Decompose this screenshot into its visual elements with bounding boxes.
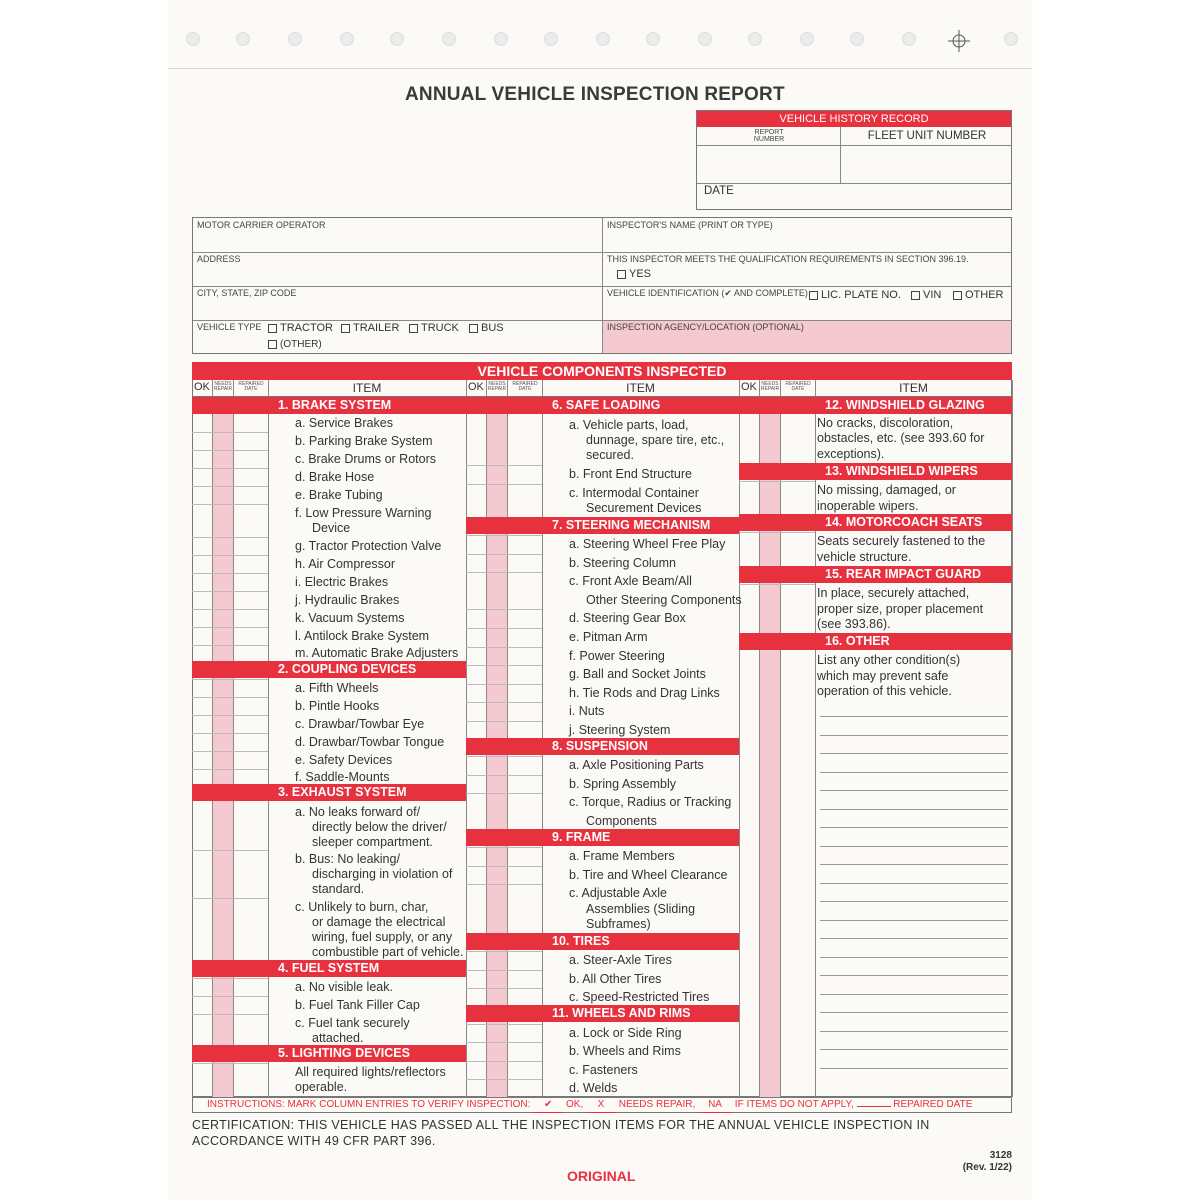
- history-record-header: VEHICLE HISTORY RECORD: [697, 111, 1011, 127]
- check-row-line: [739, 532, 815, 533]
- inspection-item: b. Parking Brake System: [295, 434, 433, 448]
- history-date-label: DATE: [704, 185, 734, 197]
- section-header-s2: 2. COUPLING DEVICES: [192, 661, 466, 678]
- instructions-na: IF ITEMS DO NOT APPLY,: [734, 1099, 854, 1110]
- inspection-item: vehicle structure.: [817, 550, 912, 564]
- punch-hole: [850, 32, 864, 46]
- inspection-item: d. Steering Gear Box: [569, 611, 686, 625]
- section-header-s9: 9. FRAME: [466, 829, 739, 846]
- repaired-date-column-header: REPAIRED DATE: [785, 381, 811, 392]
- section-header-s4: 4. FUEL SYSTEM: [192, 960, 466, 977]
- check-row-line: [466, 665, 542, 666]
- bus-label: BUS: [481, 322, 504, 334]
- inspection-item: b. Tire and Wheel Clearance: [569, 868, 728, 882]
- section-header-s10: 10. TIRES: [466, 933, 739, 950]
- inspection-item: a. Service Brakes: [295, 416, 393, 430]
- column-divider: [1012, 380, 1013, 1097]
- inspection-item: or damage the electrical: [312, 915, 446, 929]
- instructions-ok: OK,: [565, 1099, 584, 1110]
- inspection-item: Securement Devices: [586, 501, 702, 515]
- inspection-item: attached.: [312, 1031, 364, 1045]
- inspection-item: b. Front End Structure: [569, 467, 692, 481]
- inspection-item: b. Fuel Tank Filler Cap: [295, 998, 420, 1012]
- check-row-line: [466, 1042, 542, 1043]
- inspection-item: dunnage, spare tire, etc.,: [586, 433, 725, 447]
- inspection-item: c. Fasteners: [569, 1063, 638, 1077]
- check-row-line: [192, 537, 268, 538]
- check-row-line: [192, 627, 268, 628]
- column-divider: [780, 380, 781, 1097]
- inspection-item: standard.: [312, 882, 365, 896]
- check-row-line: [192, 591, 268, 592]
- section-header-s7: 7. STEERING MECHANISM: [466, 517, 739, 534]
- check-row-line: [192, 715, 268, 716]
- inspection-item: proper size, proper placement: [817, 602, 984, 616]
- check-row-line: [466, 702, 542, 703]
- check-row-line: [192, 450, 268, 451]
- inspection-item: Seats securely fastened to the: [817, 534, 986, 548]
- punch-hole: [748, 32, 762, 46]
- ok-column-header: OK: [741, 381, 757, 393]
- check-row-line: [192, 679, 268, 680]
- punch-hole: [544, 32, 558, 46]
- inspection-item: c. Adjustable Axle: [569, 886, 667, 900]
- inspection-item: j. Hydraulic Brakes: [295, 593, 400, 607]
- write-in-line[interactable]: [820, 716, 1008, 717]
- inspection-item: j. Steering System: [569, 723, 671, 737]
- column-divider: [759, 380, 760, 1097]
- punch-hole: [596, 32, 610, 46]
- truck-label: TRUCK: [421, 322, 459, 334]
- inspection-item: a. No leaks forward of/: [295, 805, 421, 819]
- check-row-line: [192, 733, 268, 734]
- check-row-line: [192, 769, 268, 770]
- punch-hole: [340, 32, 354, 46]
- check-row-line: [192, 996, 268, 997]
- inspection-item: All required lights/reflectors: [295, 1065, 446, 1079]
- vehicle-identification-label: VEHICLE IDENTIFICATION (✔ AND COMPLETE): [607, 288, 808, 298]
- check-row-line: [466, 775, 542, 776]
- inspection-item: c. Drawbar/Towbar Eye: [295, 717, 425, 731]
- inspection-item: Device: [312, 521, 351, 535]
- inspection-item: discharging in violation of: [312, 867, 453, 881]
- check-row-line: [192, 432, 268, 433]
- write-in-line[interactable]: [820, 901, 1008, 902]
- check-row-line: [466, 951, 542, 952]
- write-in-line[interactable]: [820, 1031, 1008, 1032]
- check-row-line: [192, 898, 268, 899]
- check-row-line: [739, 584, 815, 585]
- tractor-label: TRACTOR: [280, 322, 333, 334]
- needs-repair-column-header: NEEDS REPAIR: [487, 381, 507, 392]
- inspection-item: b. Wheels and Rims: [569, 1044, 681, 1058]
- write-in-line[interactable]: [820, 772, 1008, 773]
- inspection-item: f. Low Pressure Warning: [295, 506, 432, 520]
- check-row-line: [466, 847, 542, 848]
- inspection-item: No missing, damaged, or: [817, 483, 956, 497]
- inspection-item: e. Brake Tubing: [295, 488, 383, 502]
- check-row-line: [466, 554, 542, 555]
- form-number-block: [950, 1150, 1012, 1174]
- na-mark-example: NA: [698, 1098, 732, 1113]
- check-row-line: [466, 970, 542, 971]
- inspection-item: a. Vehicle parts, load,: [569, 418, 689, 432]
- tractor-checkbox[interactable]: [268, 322, 333, 334]
- inspection-item: d. Welds: [569, 1081, 618, 1095]
- inspection-item: a. Fifth Wheels: [295, 681, 379, 695]
- check-row-line: [466, 1061, 542, 1062]
- section-header-s3: 3. EXHAUST SYSTEM: [192, 784, 466, 801]
- inspection-item: which may prevent safe: [817, 669, 949, 683]
- instructions-label: INSTRUCTIONS: MARK COLUMN ENTRIES TO VERIFY INSPECTION:: [207, 1099, 531, 1110]
- check-row-line: [466, 884, 542, 885]
- inspection-item: exceptions).: [817, 447, 885, 461]
- check-row-line: [466, 628, 542, 629]
- needs-repair-column: [759, 396, 780, 1097]
- copy-label: ORIGINAL: [567, 1168, 636, 1184]
- write-in-line[interactable]: [820, 864, 1008, 865]
- write-in-line[interactable]: [820, 1049, 1008, 1050]
- check-row-line: [466, 1079, 542, 1080]
- check-row-line: [466, 647, 542, 648]
- ok-column-header: OK: [468, 381, 484, 393]
- inspection-item: g. Ball and Socket Joints: [569, 667, 706, 681]
- inspection-item: (see 393.86).: [817, 617, 891, 631]
- inspection-item: f. Saddle-Mounts: [295, 770, 390, 784]
- punch-hole: [390, 32, 404, 46]
- check-row-line: [192, 573, 268, 574]
- inspection-item: Assemblies (Sliding: [586, 902, 696, 916]
- write-in-line[interactable]: [820, 975, 1008, 976]
- inspection-item: Components: [586, 814, 657, 828]
- inspection-item: g. Tractor Protection Valve: [295, 539, 442, 553]
- write-in-line[interactable]: [820, 957, 1008, 958]
- check-row-line: [466, 535, 542, 536]
- check-row-line: [466, 793, 542, 794]
- inspection-item: operation of this vehicle.: [817, 684, 952, 698]
- page-title: ANNUAL VEHICLE INSPECTION REPORT: [405, 84, 785, 105]
- trailer-label: TRAILER: [353, 322, 400, 334]
- item-column-header: ITEM: [352, 381, 382, 395]
- perforation-line: [168, 68, 1032, 69]
- inspection-item: a. Frame Members: [569, 849, 675, 863]
- inspection-item: d. Brake Hose: [295, 470, 375, 484]
- write-in-line[interactable]: [820, 1068, 1008, 1069]
- inspection-item: b. Spring Assembly: [569, 777, 676, 791]
- inspection-item: c. Torque, Radius or Tracking: [569, 795, 732, 809]
- inspection-item: c. Intermodal Container: [569, 486, 699, 500]
- inspection-item: a. Axle Positioning Parts: [569, 758, 704, 772]
- inspection-item: b. All Other Tires: [569, 972, 662, 986]
- section-header-s5: 5. LIGHTING DEVICES: [192, 1045, 466, 1062]
- write-in-line[interactable]: [820, 938, 1008, 939]
- inspection-item: c. Brake Drums or Rotors: [295, 452, 437, 466]
- inspection-item: List any other condition(s): [817, 653, 961, 667]
- inspection-item: directly below the driver/: [312, 820, 447, 834]
- punch-hole: [902, 32, 916, 46]
- punch-hole: [288, 32, 302, 46]
- trailer-checkbox[interactable]: [341, 322, 399, 334]
- inspection-item: inoperable wipers.: [817, 499, 919, 513]
- inspection-item: obstacles, etc. (see 393.60 for: [817, 431, 985, 445]
- repaired-date-column-header: REPAIRED DATE: [238, 381, 264, 392]
- check-row-line: [192, 751, 268, 752]
- other-type-label: (OTHER): [280, 339, 322, 350]
- inspection-item: k. Vacuum Systems: [295, 611, 405, 625]
- check-row-line: [192, 1014, 268, 1015]
- punch-hole: [1004, 32, 1018, 46]
- qualification-yes-checkbox[interactable]: [617, 268, 651, 280]
- punch-hole: [236, 32, 250, 46]
- check-row-line: [466, 465, 542, 466]
- section-header-s16: 16. OTHER: [739, 633, 1012, 650]
- instructions-row: [192, 1097, 1012, 1113]
- motor-carrier-label: MOTOR CARRIER OPERATOR: [197, 220, 326, 230]
- other-type-checkbox[interactable]: [268, 339, 322, 350]
- inspection-item: In place, securely attached,: [817, 586, 970, 600]
- inspection-item: m. Automatic Brake Adjusters: [295, 646, 459, 660]
- column-divider: [739, 380, 740, 1097]
- check-row-line: [466, 866, 542, 867]
- check-row-line: [466, 684, 542, 685]
- check-row-line: [466, 484, 542, 485]
- ok-column-header: OK: [194, 381, 210, 393]
- check-row-line: [466, 756, 542, 757]
- needs-repair-column: [212, 396, 233, 1097]
- punch-hole: [698, 32, 712, 46]
- punch-hole: [800, 32, 814, 46]
- report-number-label: REPORT NUMBER: [753, 129, 785, 143]
- other-id-checkbox[interactable]: [953, 289, 1004, 301]
- check-row-line: [192, 697, 268, 698]
- section-header-s6: 6. SAFE LOADING: [466, 397, 739, 414]
- inspection-item: Subframes): [586, 917, 651, 931]
- registration-mark-icon: [948, 30, 970, 52]
- inspection-item: c. Speed-Restricted Tires: [569, 990, 710, 1004]
- punch-hole: [442, 32, 456, 46]
- check-row-line: [192, 850, 268, 851]
- inspection-item: b. Bus: No leaking/: [295, 852, 400, 866]
- bus-checkbox[interactable]: [469, 322, 504, 334]
- instructions-needs-repair: NEEDS REPAIR,: [618, 1099, 696, 1110]
- inspection-item: wiring, fuel supply, or any: [312, 930, 453, 944]
- carrier-info-box: [192, 217, 1012, 354]
- punch-hole: [646, 32, 660, 46]
- section-header-s14: 14. MOTORCOACH SEATS: [739, 514, 1012, 531]
- city-state-zip-label: CITY, STATE, ZIP CODE: [197, 288, 297, 298]
- inspection-item: e. Pitman Arm: [569, 630, 648, 644]
- ok-mark-example: ✔: [533, 1098, 563, 1113]
- inspection-item: c. Front Axle Beam/All: [569, 574, 692, 588]
- write-in-line[interactable]: [820, 920, 1008, 921]
- needs-repair-column-header: NEEDS REPAIR: [213, 381, 233, 392]
- section-header-s8: 8. SUSPENSION: [466, 738, 739, 755]
- vehicle-type-label: VEHICLE TYPE: [197, 322, 262, 332]
- inspection-item: operable.: [295, 1080, 348, 1094]
- check-row-line: [192, 978, 268, 979]
- check-row-line: [739, 481, 815, 482]
- inspection-item: l. Antilock Brake System: [295, 629, 430, 643]
- certification-statement: CERTIFICATION: THIS VEHICLE HAS PASSED ALL THE INSPECTION ITEMS FOR THE ANNUAL VEHICLE INSPECTION IN ACCORDANCE WITH 49 CFR PART 396.: [192, 1118, 930, 1148]
- write-in-line[interactable]: [820, 753, 1008, 754]
- write-in-line[interactable]: [820, 994, 1008, 995]
- check-row-line: [192, 1063, 268, 1064]
- inspection-item: c. Fuel tank securely: [295, 1016, 410, 1030]
- check-row-line: [466, 721, 542, 722]
- repaired-date-column-header: REPAIRED DATE: [512, 381, 538, 392]
- inspection-item: b. Steering Column: [569, 556, 677, 570]
- inspection-item: combustible part of vehicle.: [312, 945, 464, 959]
- inspection-item: i. Nuts: [569, 704, 605, 718]
- check-row-line: [466, 1024, 542, 1025]
- item-column-header: ITEM: [626, 381, 655, 395]
- form-revision: (Rev. 1/22): [962, 1162, 1012, 1173]
- inspection-item: a. No visible leak.: [295, 980, 393, 994]
- column-divider: [212, 380, 213, 1097]
- vin-checkbox[interactable]: [911, 289, 941, 301]
- write-in-line[interactable]: [820, 735, 1008, 736]
- item-column-header: ITEM: [899, 381, 928, 395]
- inspection-item: a. Steer-Axle Tires: [569, 953, 672, 967]
- inspection-item: sleeper compartment.: [312, 835, 433, 849]
- needs-repair-mark-example: X: [586, 1098, 616, 1113]
- inspection-item: h. Air Compressor: [295, 557, 396, 571]
- check-row-line: [192, 504, 268, 505]
- column-divider: [268, 380, 269, 1097]
- inspection-item: i. Electric Brakes: [295, 575, 389, 589]
- write-in-line[interactable]: [820, 827, 1008, 828]
- qualification-label: THIS INSPECTOR MEETS THE QUALIFICATION REQUIREMENTS IN SECTION 396.19.: [607, 254, 969, 264]
- check-row-line: [192, 468, 268, 469]
- write-in-line[interactable]: [820, 1012, 1008, 1013]
- lic-plate-checkbox[interactable]: [809, 289, 901, 301]
- inspection-item: d. Drawbar/Towbar Tongue: [295, 735, 445, 749]
- inspection-item: a. Steering Wheel Free Play: [569, 537, 726, 551]
- inspector-name-label: INSPECTOR'S NAME (PRINT OR TYPE): [607, 220, 773, 230]
- truck-checkbox[interactable]: [409, 322, 459, 334]
- inspection-item: Other Steering Components: [586, 593, 742, 607]
- fleet-unit-label: FLEET UNIT NUMBER: [867, 130, 987, 142]
- yes-label: YES: [629, 268, 652, 280]
- history-record-box: [696, 110, 1012, 210]
- inspection-item: c. Unlikely to burn, char,: [295, 900, 429, 914]
- check-row-line: [466, 988, 542, 989]
- inspection-item: a. Lock or Side Ring: [569, 1026, 682, 1040]
- column-divider: [233, 380, 234, 1097]
- address-label: ADDRESS: [197, 254, 241, 264]
- write-in-line[interactable]: [820, 883, 1008, 884]
- punch-hole: [494, 32, 508, 46]
- inspection-item: f. Power Steering: [569, 649, 665, 663]
- instructions-repaired-date: REPAIRED DATE: [893, 1099, 973, 1110]
- check-row-line: [192, 486, 268, 487]
- check-row-line: [466, 572, 542, 573]
- check-row-line: [466, 609, 542, 610]
- section-header-s12: 12. WINDSHIELD GLAZING: [739, 397, 1012, 414]
- section-header-s11: 11. WHEELS AND RIMS: [466, 1005, 739, 1022]
- inspection-item: secured.: [586, 448, 634, 462]
- write-in-line[interactable]: [820, 809, 1008, 810]
- other-id-label: OTHER: [965, 289, 1004, 301]
- section-header-s13: 13. WINDSHIELD WIPERS: [739, 463, 1012, 480]
- write-in-line[interactable]: [820, 846, 1008, 847]
- form-number: 3128: [989, 1150, 1012, 1161]
- section-header-s15: 15. REAR IMPACT GUARD: [739, 566, 1012, 583]
- inspection-item: e. Safety Devices: [295, 753, 393, 767]
- inspection-item: h. Tie Rods and Drag Links: [569, 686, 720, 700]
- punch-hole: [186, 32, 200, 46]
- column-divider: [815, 380, 816, 1097]
- check-row-line: [192, 645, 268, 646]
- lic-plate-label: LIC. PLATE NO.: [821, 289, 901, 301]
- write-in-line[interactable]: [820, 790, 1008, 791]
- components-header: VEHICLE COMPONENTS INSPECTED: [192, 362, 1012, 380]
- inspection-item: No cracks, discoloration,: [817, 416, 954, 430]
- vin-label: VIN: [923, 289, 942, 301]
- check-row-line: [192, 609, 268, 610]
- check-row-line: [192, 555, 268, 556]
- section-header-s1: 1. BRAKE SYSTEM: [192, 397, 466, 414]
- inspection-item: b. Pintle Hooks: [295, 699, 380, 713]
- needs-repair-column-header: NEEDS REPAIR: [760, 381, 780, 392]
- agency-location-label: INSPECTION AGENCY/LOCATION (OPTIONAL): [607, 322, 804, 332]
